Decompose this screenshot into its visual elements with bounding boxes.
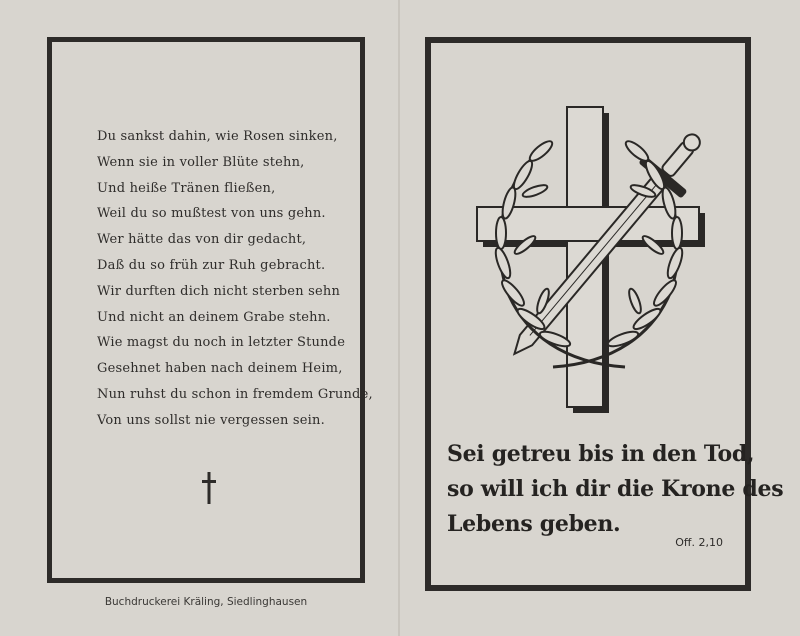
poem-line: Gesehnet haben nach deinem Heim, — [97, 361, 343, 377]
poem-line: Und nicht an deinem Grabe stehn. — [97, 309, 331, 325]
poem-line: Wer hätte das von dir gedacht, — [97, 232, 307, 248]
poem-line: Und heiße Tränen fließen, — [97, 180, 276, 196]
verse-line: so will ich dir die Krone des — [447, 476, 784, 502]
printer-imprint: Buchdruckerei Kräling, Siedlinghausen — [104, 596, 308, 608]
poem-line: Du sankst dahin, wie Rosen sinken, — [97, 129, 338, 144]
left-panel-frame — [47, 37, 373, 583]
poem-line: Nun ruhst du schon in fremdem Grunde, — [97, 386, 373, 402]
poem-line: Daß du so früh zur Ruh gebracht. — [97, 257, 326, 273]
poem-line: Wie magst du noch in letzter Stunde — [97, 335, 346, 351]
memorial-poem — [97, 124, 373, 434]
poem-line: Wenn sie in voller Blüte stehn, — [97, 154, 305, 170]
cross-sword-wreath-emblem — [469, 95, 709, 415]
card-fold — [398, 0, 400, 636]
poem-line: Weil du so mußtest von uns gehn. — [97, 206, 326, 222]
bible-verse — [447, 437, 784, 542]
poem-line: Von uns sollst nie vergessen sein. — [97, 412, 325, 428]
verse-line: Lebens geben. — [447, 511, 621, 537]
latin-cross-icon — [202, 472, 216, 504]
right-panel-frame — [425, 37, 784, 591]
verse-line: Sei getreu bis in den Tod, — [447, 441, 755, 467]
poem-line: Wir durften dich nicht sterben sehn — [97, 283, 341, 299]
verse-reference: Off. 2,10 — [675, 536, 723, 549]
